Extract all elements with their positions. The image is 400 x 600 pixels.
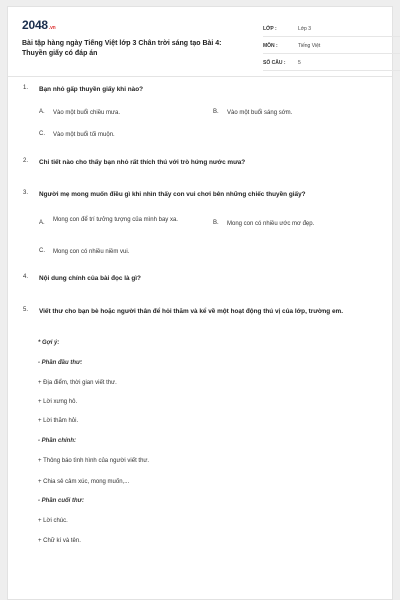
site-logo[interactable]: 2048.vn xyxy=(22,18,56,32)
option-letter: A. xyxy=(39,109,45,115)
question-text: Bạn nhỏ gấp thuyền giấy khi nào? xyxy=(39,86,144,93)
question-number: 5. xyxy=(23,307,29,313)
question-text: Nội dung chính của bài đọc là gì? xyxy=(39,275,141,282)
meta-value: Tiếng Việt xyxy=(298,43,321,49)
hint-line: + Địa điểm, thời gian viết thư. xyxy=(38,380,117,386)
hint-line: + Lời thăm hỏi. xyxy=(38,418,79,424)
option-letter: C. xyxy=(39,248,45,254)
hint-line: + Chia sẻ cảm xúc, mong muốn,... xyxy=(38,479,130,485)
option-text: Mong con có nhiều ước mơ đẹp. xyxy=(227,221,315,227)
meta-label: SỐ CÂU : xyxy=(263,60,286,66)
option-text: Vào một buổi chiều mưa. xyxy=(53,110,121,116)
hint-line: + Thông báo tình hình của người viết thư. xyxy=(38,458,150,464)
hint-line: + Lời xưng hô. xyxy=(38,399,78,405)
meta-info xyxy=(263,23,400,74)
option-letter: B. xyxy=(213,109,219,115)
document-header xyxy=(22,18,382,74)
meta-value: Lớp 3 xyxy=(298,26,312,32)
meta-row-subject xyxy=(263,40,400,54)
question-number: 3. xyxy=(23,190,29,196)
meta-value: 5 xyxy=(298,60,301,66)
hint-section-title: - Phần chính: xyxy=(38,438,76,444)
question-text: Người mẹ mong muốn điều gì khi nhìn thấy con vui chơi bên những chiếc thuyền giấy? xyxy=(39,191,306,198)
hint-line: + Lời chúc. xyxy=(38,518,68,524)
question-text: Chi tiết nào cho thấy bạn nhỏ rất thích thú với trò hứng nước mưa? xyxy=(39,159,246,166)
meta-label: MÔN : xyxy=(263,43,278,49)
option-letter: C. xyxy=(39,131,45,137)
meta-row-count xyxy=(263,57,400,71)
hint-section-title: - Phần đầu thư: xyxy=(38,360,83,366)
meta-row-class xyxy=(263,23,400,37)
meta-label: LỚP : xyxy=(263,26,277,32)
hint-section-title: - Phần cuối thư: xyxy=(38,498,84,504)
option-text: Mong con có nhiều niềm vui. xyxy=(53,249,130,255)
option-text: Vào một buổi sáng sớm. xyxy=(227,110,293,116)
question-number: 1. xyxy=(23,85,29,91)
option-letter: B. xyxy=(213,220,219,226)
document-page xyxy=(7,6,393,600)
question-text: Viết thư cho bạn bè hoặc người thân để hỏi thăm và kể về một hoạt động thú vị của lớp, trường em. xyxy=(39,308,343,315)
option-text: Vào một buổi tối muộn. xyxy=(53,132,115,138)
hint-heading: * Gợi ý: xyxy=(38,340,60,346)
question-number: 2. xyxy=(23,158,29,164)
document-title: Bài tập hàng ngày Tiếng Việt lớp 3 Chân trời sáng tạo Bài 4: Thuyền giấy có đáp án xyxy=(22,40,222,57)
header-divider xyxy=(8,76,392,77)
option-letter: A. xyxy=(39,220,45,226)
question-number: 4. xyxy=(23,274,29,280)
option-text: Mong con để trí tưởng tượng của mình bay xa. xyxy=(53,217,178,223)
hint-line: + Chữ kí và tên. xyxy=(38,538,81,544)
